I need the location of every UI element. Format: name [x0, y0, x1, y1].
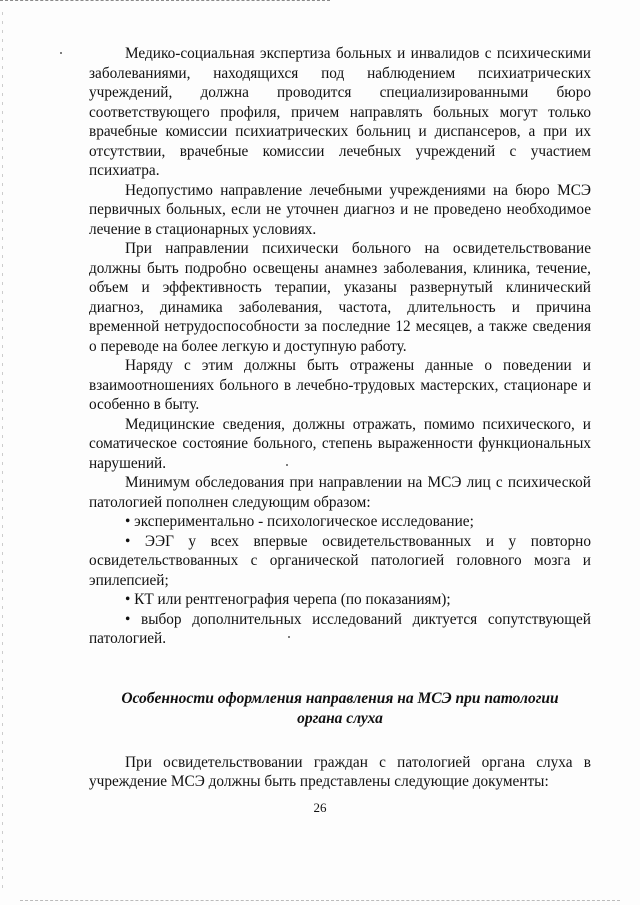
section-heading: Особенности оформления направления на МСЭ при патологии органа слуха	[121, 689, 559, 727]
page-number: 26	[313, 800, 327, 815]
scan-edge-left	[2, 12, 3, 892]
bullet-item-additional: • выбор дополнительных исследований диктуется сопутствующей патологией.	[89, 610, 591, 647]
bullet-item-ct: • КТ или рентгенография черепа (по показаниям);	[125, 591, 451, 608]
scan-speck	[286, 464, 288, 466]
scan-edge-top	[0, 0, 330, 3]
paragraph-referral-requirements: При направлении психически больного на освидетельствование должны быть подробно освещены анамнез заболевания, клиника, течение, объем и эффективность терапии, указаны развернутый клинический диагноз, динамика заболевания, частота, длительность и причина временной нетрудоспособности за последние 12 месяцев, а также сведения о переводе на более легкую и доступную работу.	[89, 240, 591, 355]
paragraph-mse-psychiatric: Медико-социальная экспертиза больных и инвалидов с психическими заболеваниями, находящихся под наблюдением психиатрических учреждений, должна проводится специализированными бюро соответствующего профиля, причем направлять больных могут только врачебные комиссии психиатрических больниц и диспансеров, а при их отсутствии, врачебные комиссии лечебных учреждений с участием психиатра.	[89, 45, 591, 179]
paragraph-medical-info: Медицинские сведения, должны отражать, помимо психического, и соматическое состояние больного, степень выраженности функциональных нарушений.	[89, 415, 591, 472]
document-body	[89, 44, 591, 792]
paragraph-primary-patients: Недопустимо направление лечебными учреждениями на бюро МСЭ первичных больных, если не уточнен диагноз и не проведено необходимое лечение в стационарных условиях.	[89, 181, 591, 238]
bullet-item-psychological: • экспериментально - психологическое исследование;	[125, 513, 474, 530]
scan-edge-bottom	[20, 900, 620, 902]
paragraph-hearing-documents: При освидетельствовании граждан с патологией органа слуха в учреждение МСЭ должны быть представлены следующие документы:	[89, 753, 591, 790]
paragraph-behavior-data: Наряду с этим должны быть отражены данные о поведении и взаимоотношениях больного в лечебно-трудовых мастерских, стационаре и особенно в быту.	[89, 357, 591, 413]
paragraph-minimum-examination: Минимум обследования при направлении на МСЭ лиц с психической патологией пополнен следующим образом:	[89, 474, 591, 511]
bullet-item-eeg: • ЭЭГ у всех впервые освидетельствованных и у повторно освидетельствованных с органической патологией головного мозга и эпилепсией;	[89, 532, 591, 589]
scan-speck	[60, 52, 62, 54]
scan-speck	[288, 636, 290, 638]
